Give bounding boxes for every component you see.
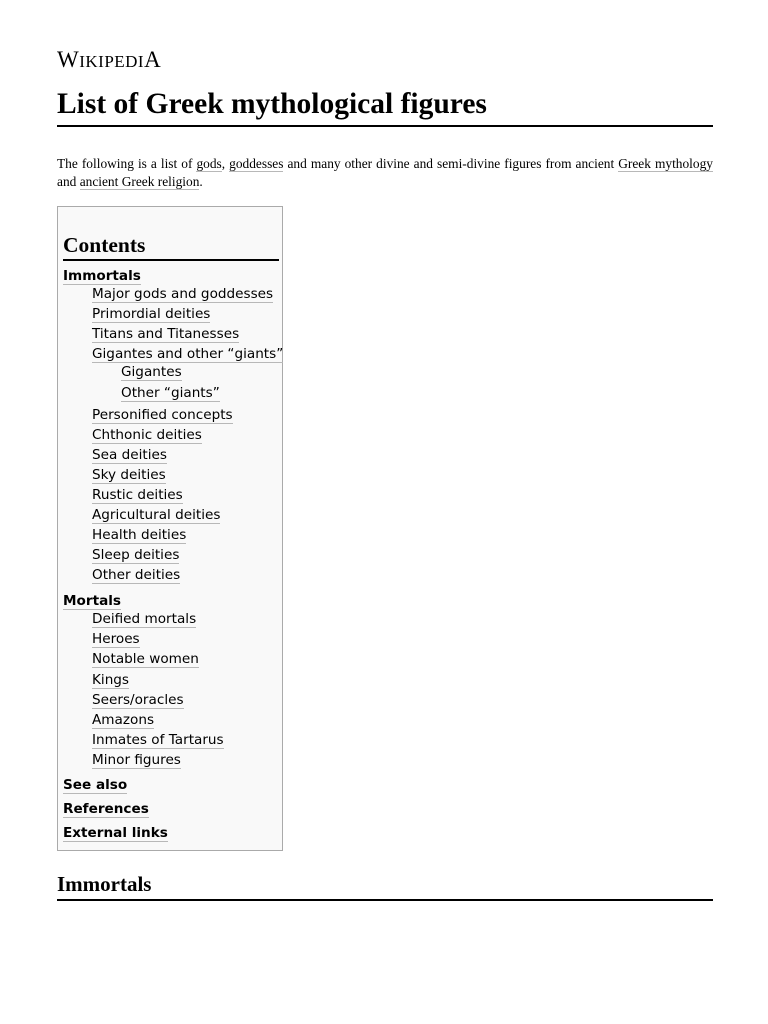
- link-gods[interactable]: gods: [196, 156, 222, 171]
- toc-item-other-giants[interactable]: Other “giants”: [121, 385, 220, 401]
- link-goddesses[interactable]: goddesses: [229, 156, 284, 171]
- toc-item-health-deities[interactable]: Health deities: [92, 527, 187, 543]
- toc-item-inmates-of-tartarus[interactable]: Inmates of Tartarus: [92, 732, 224, 748]
- toc-item-references[interactable]: References: [63, 801, 149, 817]
- toc-item-agricultural-deities[interactable]: Agricultural deities: [92, 507, 221, 523]
- toc-item-kings[interactable]: Kings: [92, 672, 130, 688]
- toc-item-chthonic-deities[interactable]: Chthonic deities: [92, 427, 202, 443]
- intro-text-1: The following is a list of: [57, 156, 197, 171]
- intro-paragraph: [57, 155, 713, 191]
- wikipedia-logo[interactable]: [57, 48, 161, 71]
- toc-item-external-links[interactable]: External links: [63, 825, 168, 841]
- toc-item-notable-women[interactable]: Notable women: [92, 651, 199, 667]
- toc-item-primordial-deities[interactable]: Primordial deities: [92, 306, 211, 322]
- toc-item-major-gods[interactable]: Major gods and goddesses: [92, 286, 274, 302]
- toc-item-deified-mortals[interactable]: Deified mortals: [92, 611, 197, 627]
- toc-item-amazons[interactable]: Amazons: [92, 712, 155, 728]
- toc-item-mortals[interactable]: Mortals: [63, 593, 121, 609]
- intro-text-2: ,: [221, 156, 230, 171]
- section-heading-immortals: Immortals: [57, 870, 713, 901]
- intro-text-5: .: [199, 174, 203, 189]
- intro-text-4: and: [57, 174, 80, 189]
- toc-item-other-deities[interactable]: Other deities: [92, 567, 181, 583]
- toc-item-personified-concepts[interactable]: Personified concepts: [92, 407, 233, 423]
- toc-item-seers-oracles[interactable]: Seers/oracles: [92, 692, 184, 708]
- toc-item-sleep-deities[interactable]: Sleep deities: [92, 547, 180, 563]
- toc-item-sky-deities[interactable]: Sky deities: [92, 467, 166, 483]
- table-of-contents: [57, 206, 283, 851]
- intro-text-3: and many other divine and semi-divine figures from ancient: [283, 156, 619, 171]
- toc-item-titans[interactable]: Titans and Titanesses: [92, 326, 240, 342]
- logo-middle-letters: IKIPEDI: [79, 52, 145, 71]
- logo-first-letter: W: [57, 47, 80, 72]
- toc-item-sea-deities[interactable]: Sea deities: [92, 447, 167, 463]
- toc-item-see-also[interactable]: See also: [63, 777, 128, 793]
- page-title: List of Greek mythological figures: [57, 86, 713, 127]
- logo-last-letter: A: [144, 47, 162, 72]
- toc-item-heroes[interactable]: Heroes: [92, 631, 140, 647]
- toc-item-minor-figures[interactable]: Minor figures: [92, 752, 181, 768]
- link-ancient-greek-religion[interactable]: ancient Greek religion: [79, 174, 200, 189]
- link-greek-mythology[interactable]: Greek mythology: [618, 156, 713, 171]
- toc-item-immortals[interactable]: Immortals: [63, 268, 141, 284]
- toc-item-gigantes-and-other-giants[interactable]: Gigantes and other “giants”: [92, 346, 284, 362]
- toc-item-rustic-deities[interactable]: Rustic deities: [92, 487, 183, 503]
- toc-item-gigantes[interactable]: Gigantes: [121, 364, 182, 380]
- toc-title: Contents: [63, 232, 279, 261]
